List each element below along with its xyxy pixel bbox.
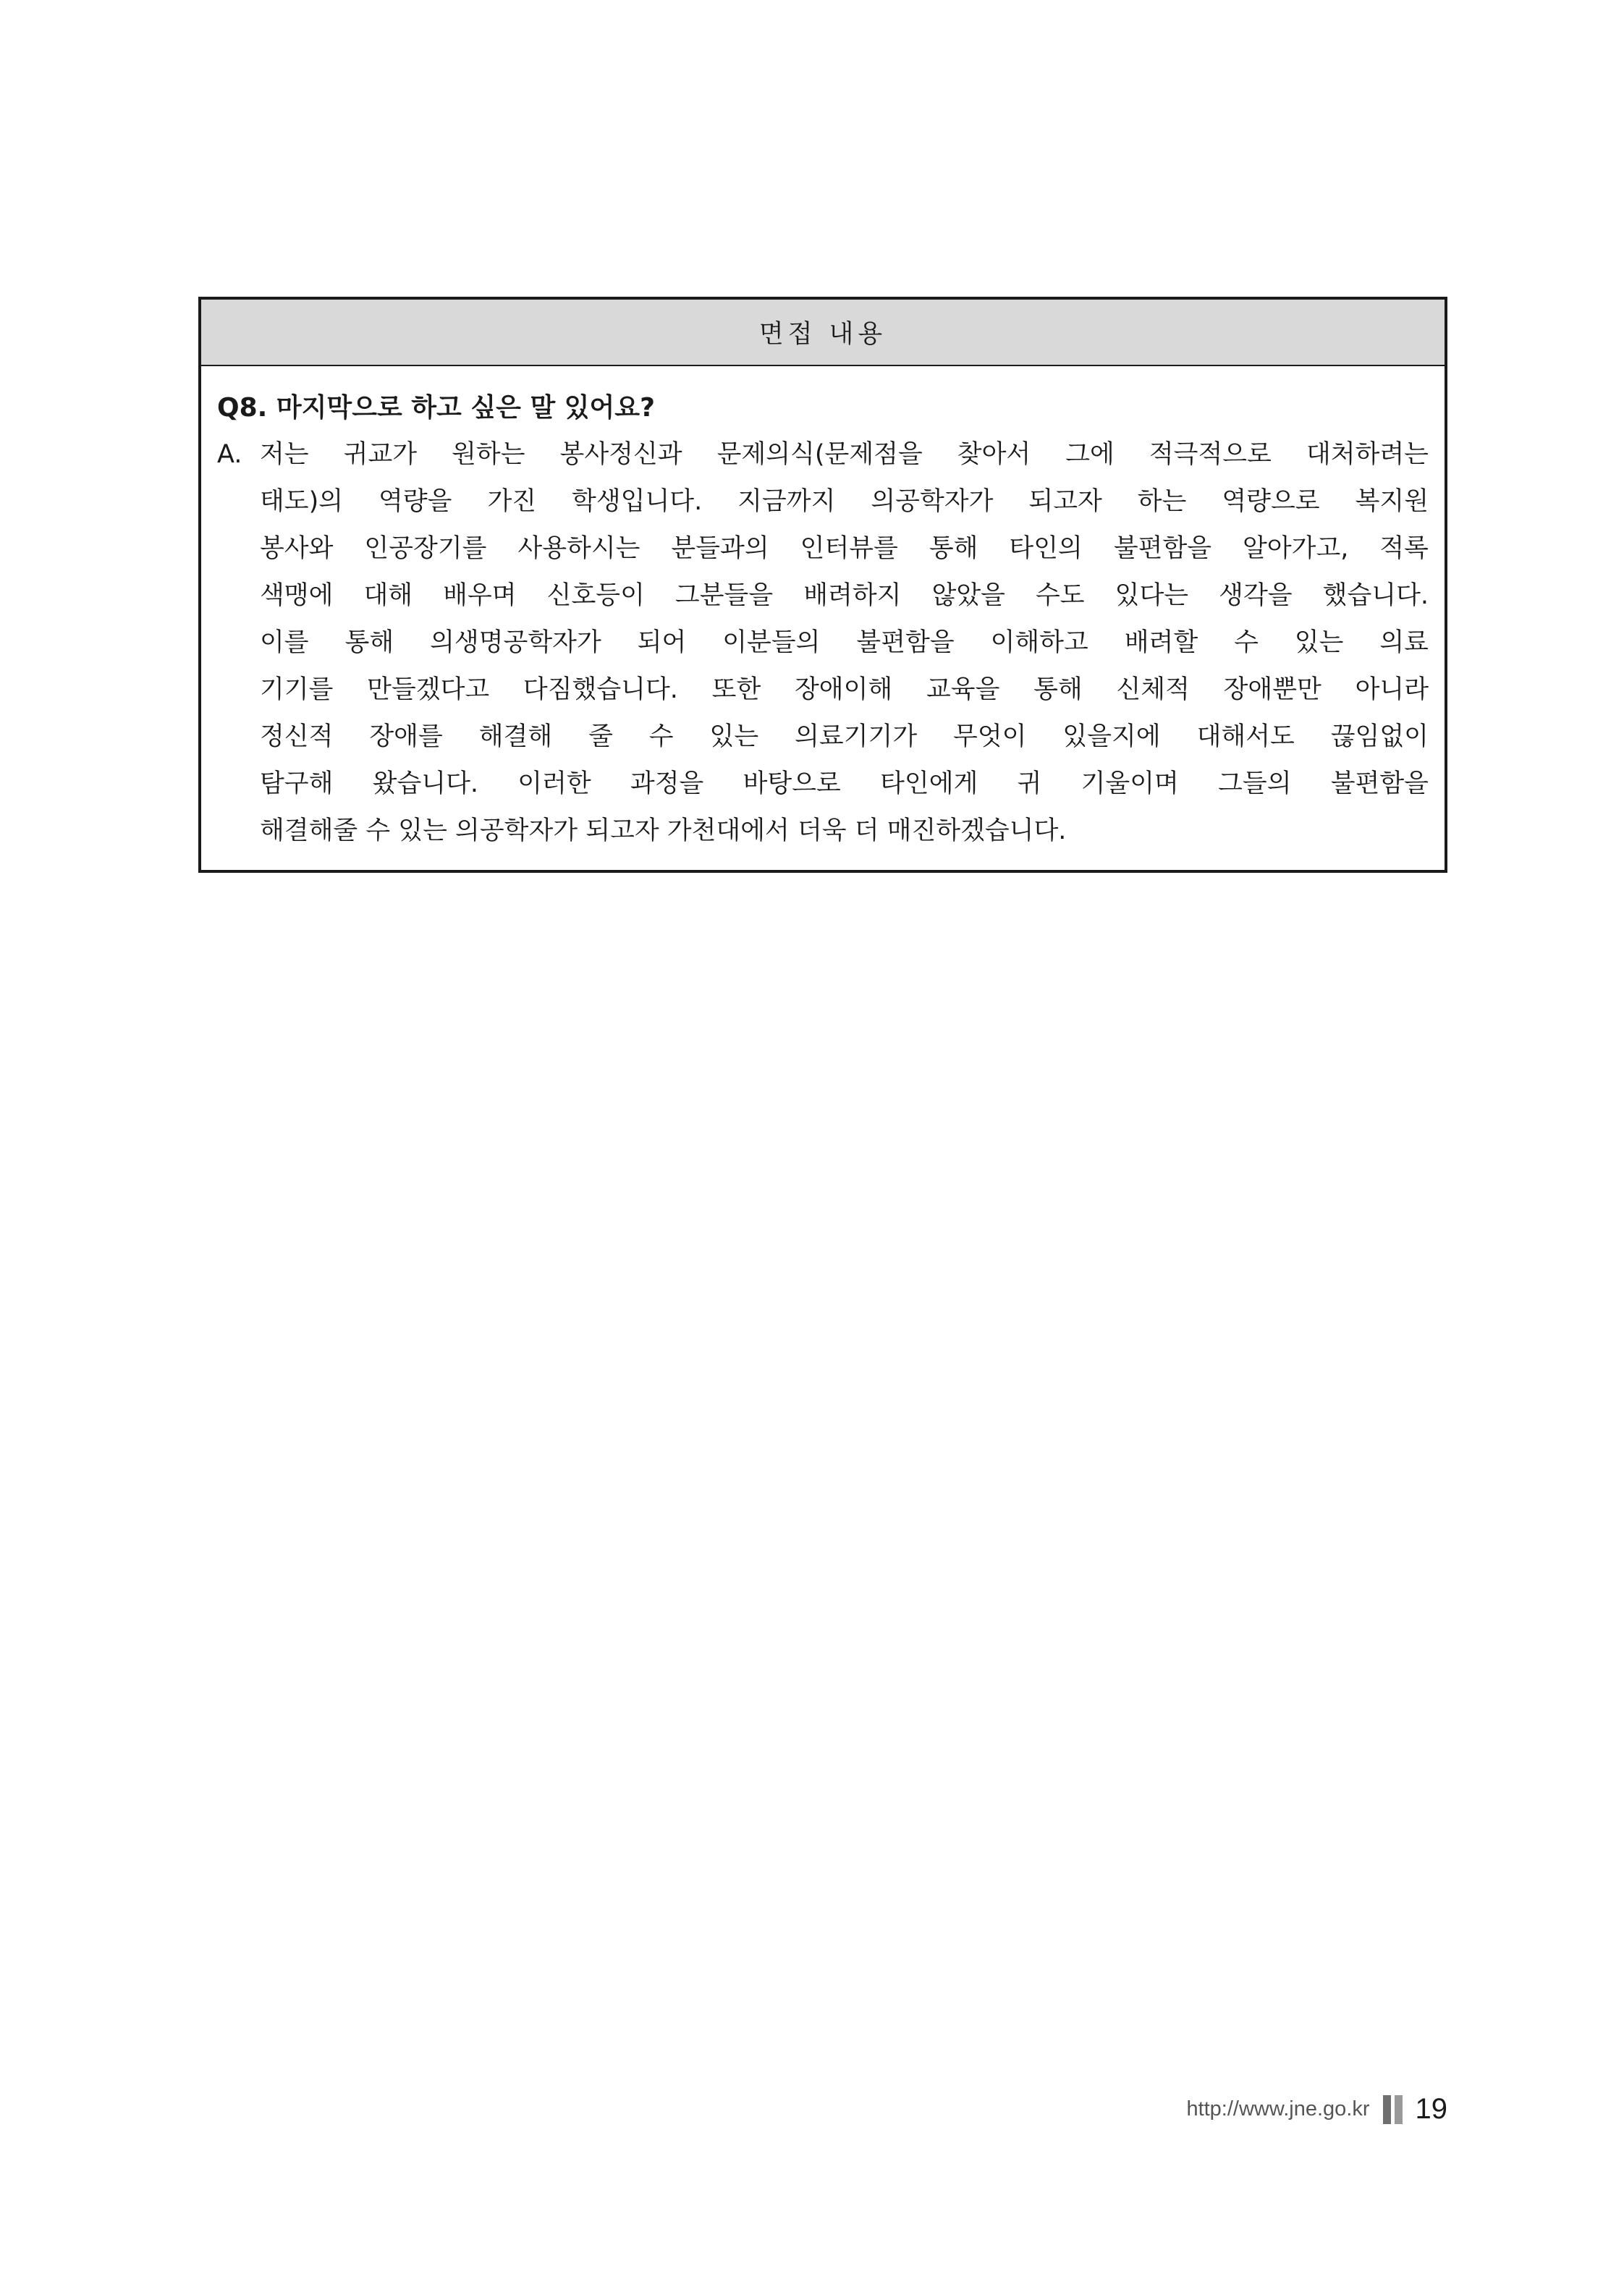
box-header: 면접 내용 (201, 300, 1445, 366)
footer-divider-bars (1383, 2095, 1403, 2124)
divider-bar-dark (1383, 2095, 1391, 2124)
box-body (201, 366, 1445, 855)
answer-line: 저는 귀교가 원하는 봉사정신과 문제의식(문제점을 찾아서 그에 적극적으로 대처하려는 (260, 440, 1429, 469)
answer-marker: A. (217, 440, 242, 469)
answer-line: 정신적 장애를 해결해 줄 수 있는 의료기기가 무엇이 있을지에 대해서도 끊임없이 (260, 722, 1429, 751)
answer-line: 이를 통해 의생명공학자가 되어 이분들의 불편함을 이해하고 배려할 수 있는 의료 (260, 628, 1429, 657)
divider-bar-light (1395, 2095, 1403, 2124)
answer-line: 기기를 만들겠다고 다짐했습니다. 또한 장애이해 교육을 통해 신체적 장애뿐만 아니라 (260, 675, 1429, 704)
page-number: 19 (1415, 2093, 1447, 2125)
answer-line: 탐구해 왔습니다. 이러한 과정을 바탕으로 타인에게 귀 기울이며 그들의 불편함을 (260, 769, 1429, 798)
answer-line: 봉사와 인공장기를 사용하시는 분들과의 인터뷰를 통해 타인의 불편함을 알아가고, 적록 (260, 534, 1429, 563)
answer-line: 해결해줄 수 있는 의공학자가 되고자 가천대에서 더욱 더 매진하겠습니다. (260, 816, 1067, 845)
page-footer (1186, 2093, 1447, 2126)
answer-line: 색맹에 대해 배우며 신호등이 그분들을 배려하지 않았을 수도 있다는 생각을 했습니다. (260, 581, 1429, 610)
answer-block (217, 431, 1429, 855)
answer-line: 태도)의 역량을 가진 학생입니다. 지금까지 의공학자가 되고자 하는 역량으로 복지원 (260, 487, 1429, 516)
interview-content-box (198, 297, 1447, 873)
footer-url[interactable]: http://www.jne.go.kr (1186, 2097, 1370, 2121)
question-text: Q8. 마지막으로 하고 싶은 말 있어요? (217, 393, 655, 423)
